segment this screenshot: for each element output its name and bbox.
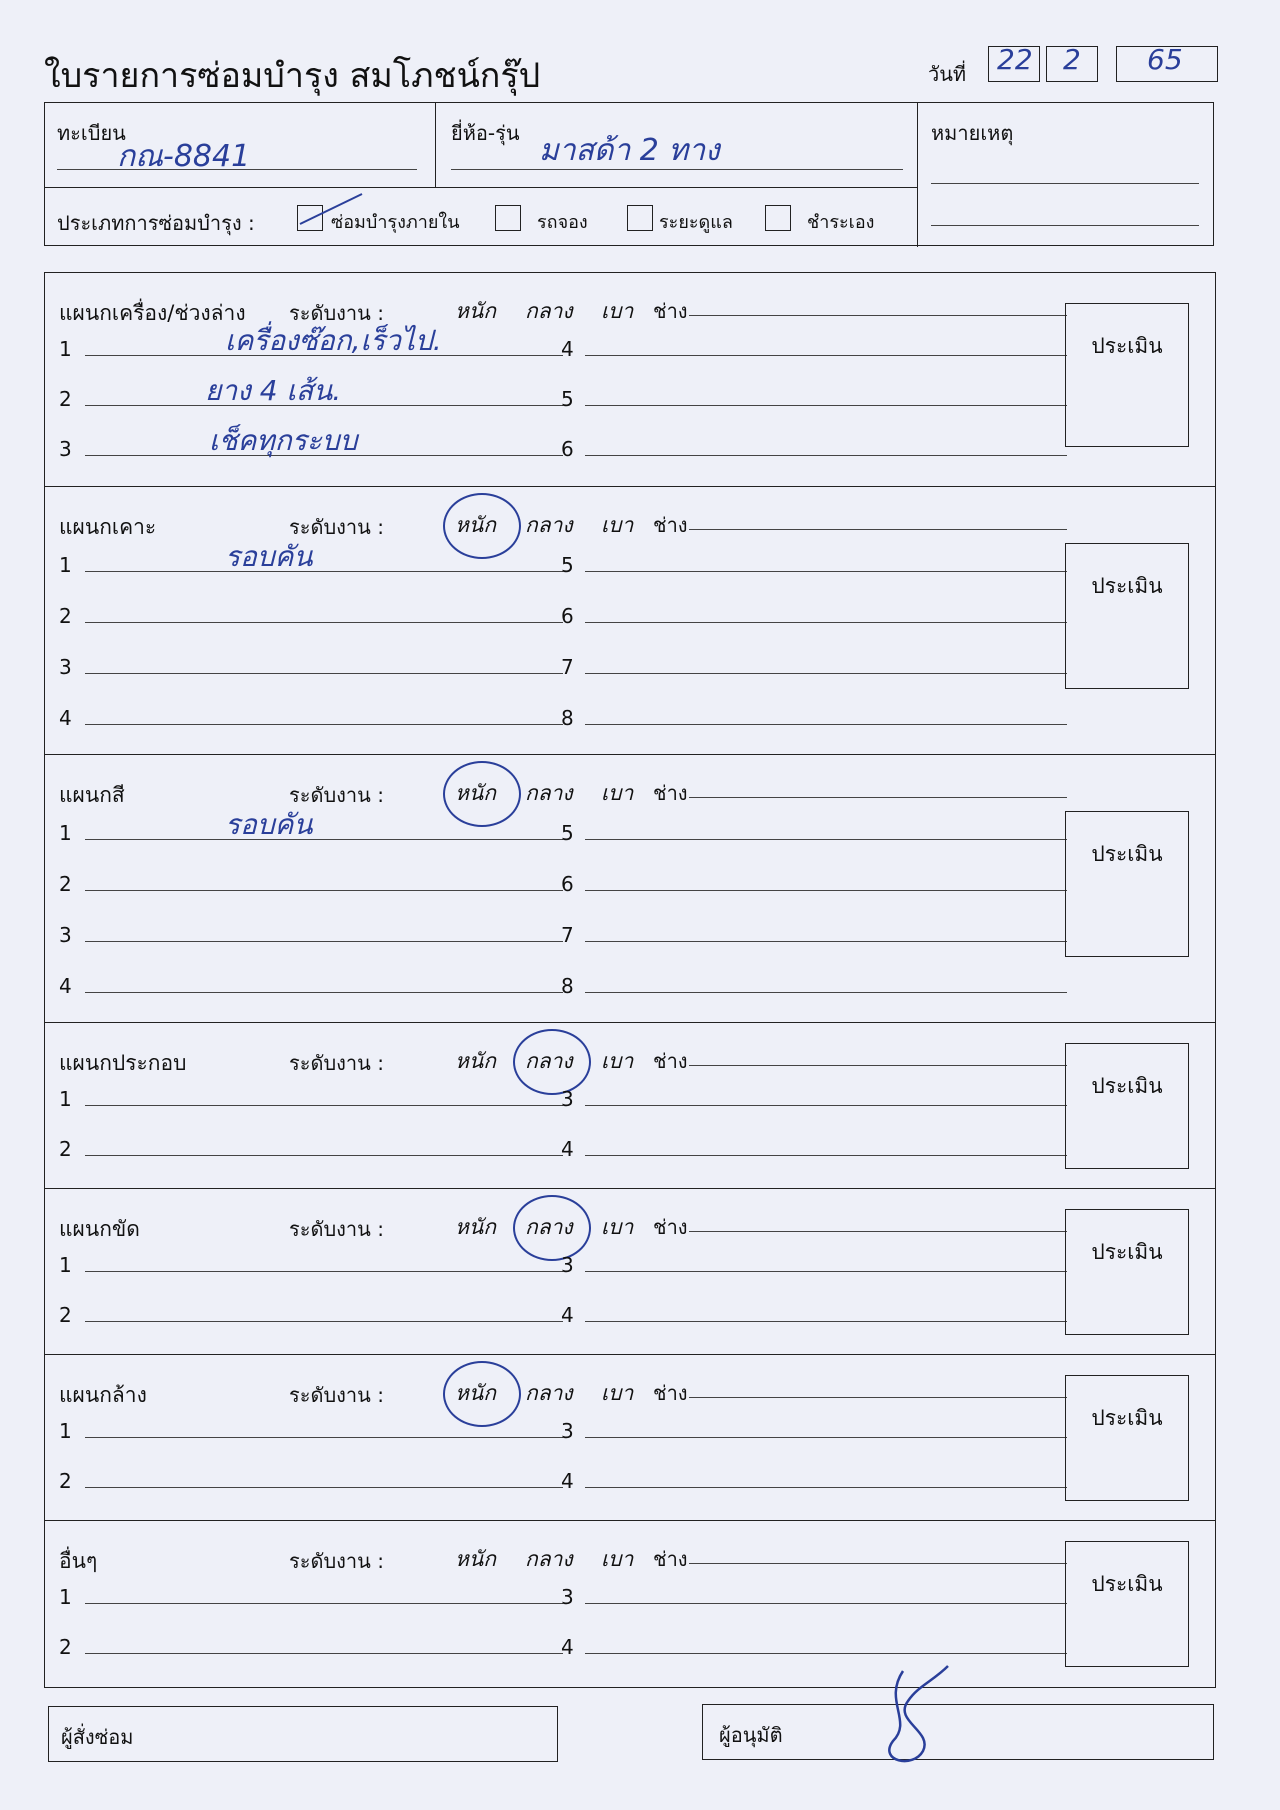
- row-field[interactable]: [585, 839, 1067, 840]
- model-label: ยี่ห้อ-รุ่น: [451, 121, 520, 145]
- row-number: 3: [561, 1253, 574, 1277]
- handwritten-entry[interactable]: รอบคัน: [225, 540, 313, 573]
- repair-type-label: ประเภทการซ่อมบำรุง :: [57, 211, 255, 235]
- approver-label: ผู้อนุมัติ: [719, 1723, 783, 1747]
- row-field[interactable]: [585, 622, 1067, 623]
- technician-field[interactable]: [689, 1231, 1067, 1232]
- row-number: 4: [561, 1137, 574, 1161]
- type-label-maintenance: ระยะดูแล: [659, 212, 733, 233]
- technician-field[interactable]: [689, 315, 1067, 316]
- row-field[interactable]: [585, 355, 1067, 356]
- technician-field[interactable]: [689, 1397, 1067, 1398]
- row-field[interactable]: [585, 1487, 1067, 1488]
- row-field[interactable]: [85, 992, 563, 993]
- date-year-box[interactable]: 65: [1116, 46, 1218, 82]
- section-title: แผนกสี: [59, 783, 125, 807]
- row-field[interactable]: [585, 1271, 1067, 1272]
- section-6: [44, 1354, 1216, 1520]
- row-number: 2: [59, 1635, 72, 1659]
- row-number: 7: [561, 655, 574, 679]
- date-label: วันที่: [928, 62, 967, 86]
- technician-label: ช่าง: [653, 299, 688, 323]
- row-field[interactable]: [585, 673, 1067, 674]
- plate-label: ทะเบียน: [57, 121, 126, 145]
- row-number: 5: [561, 387, 574, 411]
- section-2: [44, 486, 1216, 754]
- row-number: 1: [59, 337, 72, 361]
- type-label-internal: ซ่อมบำรุงภายใน: [331, 212, 460, 233]
- evaluation-label: ประเมิน: [1091, 334, 1163, 358]
- level-label: ระดับงาน :: [289, 301, 384, 325]
- row-number: 2: [59, 872, 72, 896]
- row-field[interactable]: [585, 1321, 1067, 1322]
- level-option[interactable]: เบา: [601, 1049, 634, 1073]
- level-option[interactable]: หนัก: [455, 1215, 496, 1239]
- section-title: แผนกเครื่อง/ช่วงล่าง: [59, 301, 246, 325]
- level-option[interactable]: หนัก: [455, 1049, 496, 1073]
- row-number: 5: [561, 553, 574, 577]
- row-number: 6: [561, 437, 574, 461]
- technician-field[interactable]: [689, 529, 1067, 530]
- header-box: [44, 102, 1214, 246]
- row-field[interactable]: [585, 405, 1067, 406]
- row-number: 4: [59, 974, 72, 998]
- handwritten-entry[interactable]: เช็คทุกระบบ: [209, 424, 358, 457]
- row-number: 3: [59, 923, 72, 947]
- level-option[interactable]: กลาง: [525, 513, 573, 537]
- level-label: ระดับงาน :: [289, 1051, 384, 1075]
- row-field[interactable]: [585, 1105, 1067, 1106]
- level-label: ระดับงาน :: [289, 1549, 384, 1573]
- type-checkbox-selfpay[interactable]: [765, 205, 791, 231]
- level-option[interactable]: เบา: [601, 1381, 634, 1405]
- row-number: 1: [59, 1253, 72, 1277]
- date-day-box[interactable]: 22: [988, 46, 1040, 82]
- evaluation-box[interactable]: [1065, 543, 1189, 689]
- level-selection-circle: [443, 761, 521, 827]
- level-option[interactable]: หนัก: [455, 1547, 496, 1571]
- row-number: 8: [561, 706, 574, 730]
- row-number: 4: [561, 1635, 574, 1659]
- row-field[interactable]: [85, 941, 563, 942]
- approver-signature: [873, 1661, 953, 1771]
- handwritten-entry[interactable]: รอบคัน: [225, 808, 313, 841]
- requester-box[interactable]: [48, 1706, 558, 1762]
- row-field[interactable]: [585, 1653, 1067, 1654]
- level-option[interactable]: กลาง: [525, 1215, 573, 1239]
- row-number: 2: [59, 604, 72, 628]
- evaluation-label: ประเมิน: [1091, 1240, 1163, 1264]
- evaluation-label: ประเมิน: [1091, 842, 1163, 866]
- row-number: 6: [561, 872, 574, 896]
- section-title: แผนกเคาะ: [59, 515, 157, 539]
- technician-label: ช่าง: [653, 513, 688, 537]
- row-number: 1: [59, 1585, 72, 1609]
- row-number: 8: [561, 974, 574, 998]
- requester-label: ผู้สั่งซ่อม: [61, 1725, 134, 1749]
- level-option[interactable]: เบา: [601, 1215, 634, 1239]
- level-option[interactable]: เบา: [601, 513, 634, 537]
- row-number: 1: [59, 1419, 72, 1443]
- row-number: 5: [561, 821, 574, 845]
- level-option[interactable]: กลาง: [525, 1049, 573, 1073]
- row-field[interactable]: [85, 1437, 563, 1438]
- date-month-box[interactable]: 2: [1046, 46, 1098, 82]
- level-label: ระดับงาน :: [289, 1217, 384, 1241]
- level-option[interactable]: เบา: [601, 299, 634, 323]
- level-label: ระดับงาน :: [289, 783, 384, 807]
- row-number: 2: [59, 1469, 72, 1493]
- technician-label: ช่าง: [653, 781, 688, 805]
- section-title: อื่นๆ: [59, 1549, 98, 1573]
- technician-field[interactable]: [689, 797, 1067, 798]
- row-number: 3: [561, 1585, 574, 1609]
- row-number: 3: [561, 1087, 574, 1111]
- note-label: หมายเหตุ: [931, 121, 1014, 145]
- row-number: 1: [59, 821, 72, 845]
- model-value[interactable]: มาสด้า 2 ทาง: [539, 133, 720, 168]
- row-field[interactable]: [85, 1105, 563, 1106]
- evaluation-box[interactable]: [1065, 1375, 1189, 1501]
- technician-label: ช่าง: [653, 1381, 688, 1405]
- row-number: 2: [59, 1303, 72, 1327]
- row-field[interactable]: [85, 673, 563, 674]
- row-number: 4: [561, 1303, 574, 1327]
- row-number: 4: [561, 1469, 574, 1493]
- row-field[interactable]: [85, 890, 563, 891]
- level-selection-circle: [513, 1195, 591, 1261]
- row-field[interactable]: [585, 1603, 1067, 1604]
- row-number: 3: [561, 1419, 574, 1443]
- level-option[interactable]: กลาง: [525, 1547, 573, 1571]
- technician-label: ช่าง: [653, 1547, 688, 1571]
- type-label-selfpay: ชำระเอง: [807, 212, 875, 233]
- level-option[interactable]: หนัก: [455, 781, 496, 805]
- section-title: แผนกประกอบ: [59, 1051, 187, 1075]
- row-field[interactable]: [85, 1603, 563, 1604]
- level-option[interactable]: กลาง: [525, 299, 573, 323]
- evaluation-box[interactable]: [1065, 1541, 1189, 1667]
- row-number: 4: [561, 337, 574, 361]
- row-field[interactable]: [585, 571, 1067, 572]
- evaluation-label: ประเมิน: [1091, 1572, 1163, 1596]
- level-label: ระดับงาน :: [289, 515, 384, 539]
- level-selection-circle: [443, 1361, 521, 1427]
- handwritten-entry[interactable]: เครื่องซ๊อก,เร็วไป.: [225, 324, 442, 357]
- row-field[interactable]: [85, 1271, 563, 1272]
- evaluation-box[interactable]: [1065, 811, 1189, 957]
- row-number: 1: [59, 553, 72, 577]
- row-number: 2: [59, 387, 72, 411]
- type-label-reserved: รถจอง: [537, 212, 588, 233]
- row-field[interactable]: [85, 839, 563, 840]
- level-label: ระดับงาน :: [289, 1383, 384, 1407]
- level-option[interactable]: เบา: [601, 1547, 634, 1571]
- plate-value[interactable]: กณ-8841: [117, 139, 251, 174]
- technician-field[interactable]: [689, 1065, 1067, 1066]
- section-7: [44, 1520, 1216, 1688]
- row-number: 3: [59, 437, 72, 461]
- level-option[interactable]: หนัก: [455, 299, 496, 323]
- section-5: [44, 1188, 1216, 1354]
- row-field[interactable]: [585, 941, 1067, 942]
- evaluation-label: ประเมิน: [1091, 1074, 1163, 1098]
- type-checkbox-reserved[interactable]: [495, 205, 521, 231]
- evaluation-box[interactable]: [1065, 1209, 1189, 1335]
- row-number: 3: [59, 655, 72, 679]
- level-option[interactable]: กลาง: [525, 1381, 573, 1405]
- technician-field[interactable]: [689, 1563, 1067, 1564]
- row-field[interactable]: [85, 1487, 563, 1488]
- type-checkbox-maintenance[interactable]: [627, 205, 653, 231]
- row-field[interactable]: [585, 890, 1067, 891]
- section-4: [44, 1022, 1216, 1188]
- row-number: 7: [561, 923, 574, 947]
- section-3: [44, 754, 1216, 1022]
- level-option[interactable]: เบา: [601, 781, 634, 805]
- row-field[interactable]: [85, 1321, 563, 1322]
- section-title: แผนกล้าง: [59, 1383, 147, 1407]
- type-checkbox-internal[interactable]: [297, 205, 323, 231]
- row-number: 6: [561, 604, 574, 628]
- row-field[interactable]: [85, 571, 563, 572]
- section-title: แผนกขัด: [59, 1217, 140, 1241]
- evaluation-label: ประเมิน: [1091, 1406, 1163, 1430]
- row-field[interactable]: [585, 455, 1067, 456]
- row-field[interactable]: [85, 622, 563, 623]
- row-field[interactable]: [85, 1155, 563, 1156]
- technician-label: ช่าง: [653, 1049, 688, 1073]
- row-field[interactable]: [585, 1155, 1067, 1156]
- row-field[interactable]: [585, 724, 1067, 725]
- row-number: 1: [59, 1087, 72, 1111]
- level-option[interactable]: กลาง: [525, 781, 573, 805]
- row-number: 4: [59, 706, 72, 730]
- row-field[interactable]: [585, 1437, 1067, 1438]
- evaluation-box[interactable]: [1065, 1043, 1189, 1169]
- level-option[interactable]: หนัก: [455, 1381, 496, 1405]
- handwritten-entry[interactable]: ยาง 4 เส้น.: [205, 374, 342, 407]
- evaluation-box[interactable]: [1065, 303, 1189, 447]
- row-number: 2: [59, 1137, 72, 1161]
- evaluation-label: ประเมิน: [1091, 574, 1163, 598]
- technician-label: ช่าง: [653, 1215, 688, 1239]
- level-selection-circle: [443, 493, 521, 559]
- form-title: ใบรายการซ่อมบำรุง สมโภชน์กรุ๊ป: [44, 56, 541, 96]
- row-field[interactable]: [85, 724, 563, 725]
- row-field[interactable]: [85, 1653, 563, 1654]
- section-1: [44, 272, 1216, 486]
- level-selection-circle: [513, 1029, 591, 1095]
- level-option[interactable]: หนัก: [455, 513, 496, 537]
- row-field[interactable]: [585, 992, 1067, 993]
- approver-box[interactable]: [702, 1704, 1214, 1760]
